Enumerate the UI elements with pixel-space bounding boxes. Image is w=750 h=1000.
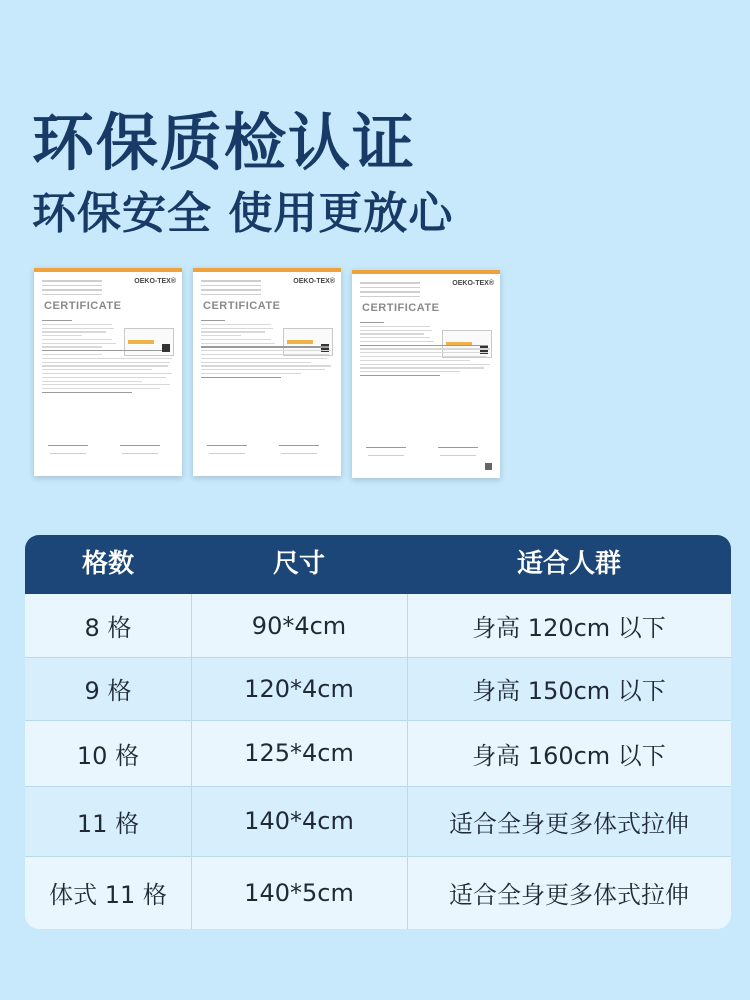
table-row xyxy=(25,657,731,720)
table-row xyxy=(25,594,731,657)
page-subtitle: 环保安全 使用更放心 xyxy=(32,188,454,239)
signature xyxy=(279,436,319,446)
cell-suitable: 适合全身更多体式拉伸 xyxy=(449,881,689,909)
page-title: 环保质检认证 xyxy=(32,106,417,179)
header-grids: 格数 xyxy=(81,549,134,579)
certificate-title: CERTIFICATE xyxy=(203,300,281,312)
oeko-tex-logo: OEKO-TEX® xyxy=(452,280,494,287)
table-header xyxy=(25,535,731,594)
oeko-tex-logo: OEKO-TEX® xyxy=(134,278,176,285)
cell-size: 120*4cm xyxy=(244,674,354,703)
cell-suitable: 身高 150cm 以下 xyxy=(472,677,666,705)
header-size: 尺寸 xyxy=(272,549,325,579)
row-divider xyxy=(25,856,731,857)
certificate-image xyxy=(34,268,182,476)
signature xyxy=(207,436,247,446)
certificate-image xyxy=(352,270,500,478)
cell-grids: 11 格 xyxy=(76,809,140,838)
oeko-tex-logo: OEKO-TEX® xyxy=(293,278,335,285)
table-row xyxy=(25,786,731,856)
cell-suitable: 身高 160cm 以下 xyxy=(472,741,666,770)
signature xyxy=(48,436,88,446)
table-row xyxy=(25,856,731,929)
cell-size: 90*4cm xyxy=(251,611,347,640)
cell-size: 140*4cm xyxy=(244,807,354,835)
cell-grids: 9 格 xyxy=(84,677,132,705)
size-table xyxy=(25,535,731,929)
certificate-title: CERTIFICATE xyxy=(362,302,440,314)
cell-grids: 8 格 xyxy=(84,614,132,642)
table-row xyxy=(25,720,731,786)
signature xyxy=(366,438,406,448)
cell-suitable: 身高 120cm 以下 xyxy=(472,614,666,642)
column-divider xyxy=(191,594,192,929)
cell-grids: 体式 11 格 xyxy=(49,881,167,909)
cell-size: 125*4cm xyxy=(244,739,354,767)
column-divider xyxy=(407,594,408,929)
row-divider xyxy=(25,657,731,658)
certificate-title: CERTIFICATE xyxy=(44,300,122,312)
certificates-strip xyxy=(0,266,750,478)
header-suitable: 适合人群 xyxy=(516,549,621,579)
certificate-image xyxy=(193,268,341,476)
signature xyxy=(438,438,478,448)
cell-suitable: 适合全身更多体式拉伸 xyxy=(449,809,689,838)
row-divider xyxy=(25,720,731,721)
qr-code-icon xyxy=(485,463,492,470)
signature xyxy=(120,436,160,446)
row-divider xyxy=(25,786,731,787)
cell-size: 140*5cm xyxy=(244,878,354,907)
cell-grids: 10 格 xyxy=(76,741,140,770)
